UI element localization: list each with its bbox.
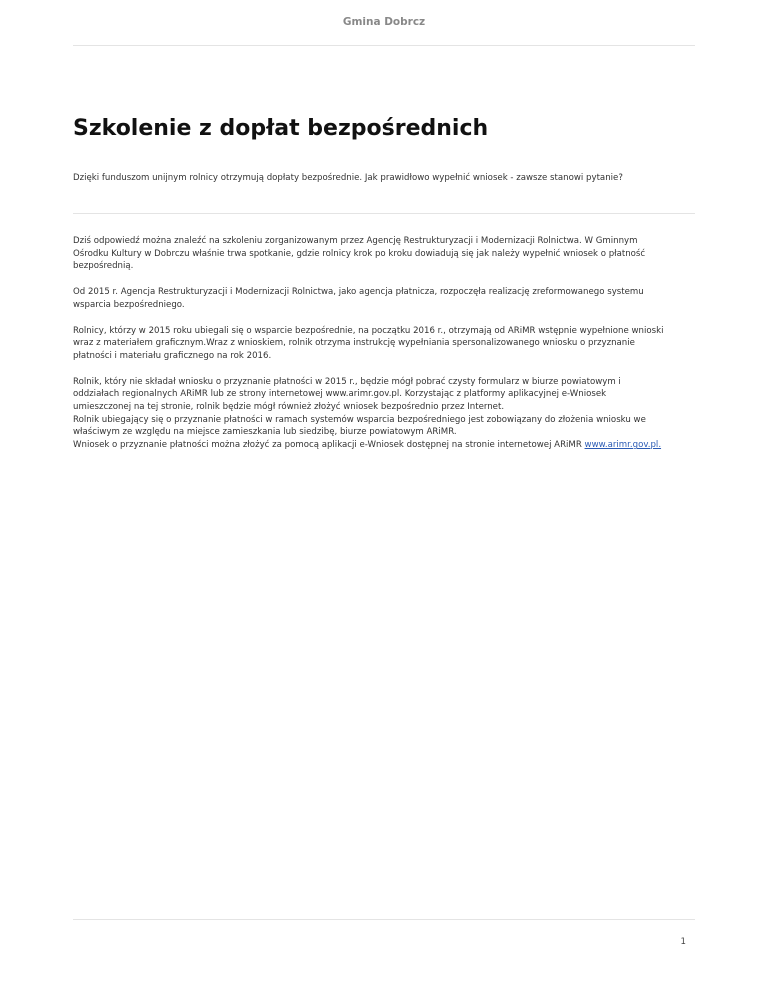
paragraph [73, 286, 698, 311]
text-line: bezpośrednią. [73, 261, 134, 272]
text-line: Rolnicy, którzy w 2015 roku ubiegali się o wsparcie bezpośrednie, na początku 2016 r., otrzymają od ARiMR wstępnie wypełnione wnioski [73, 325, 664, 336]
text-line: Dziś odpowiedź można znaleźć na szkoleniu zorganizowanym przez Agencję Restrukturyzacji i Modernizacji Rolnictwa. W Gminnym [73, 236, 638, 246]
site-name: Gmina Dobrcz [342, 16, 426, 28]
page-title: Szkolenie z dopłat bezpośrednich [73, 116, 489, 141]
text-line: Ośrodku Kultury w Dobrczu właśnie trwa spotkanie, gdzie rolnicy krok po kroku dowiadują się jak należy wypełnić wniosek o płatność [73, 248, 646, 259]
header-divider [73, 45, 695, 46]
footer-divider [73, 919, 695, 920]
paragraph [73, 325, 698, 363]
paragraph [73, 376, 698, 452]
text-line: umieszczonej na tej stronie, rolnik będzie mógł również złożyć wniosek bezpośrednio przez Internet. [73, 402, 505, 413]
text-line-with-link [73, 439, 698, 452]
article-body [73, 235, 698, 465]
text-line: wsparcia bezpośredniego. [73, 299, 185, 310]
lead-divider [73, 213, 695, 214]
text-line: Rolnik, który nie składał wniosku o przyznanie płatności w 2015 r., będzie mógł pobrać czysty formularz w biurze powiatowym i [73, 376, 621, 387]
page-number: 1 [680, 937, 686, 947]
text-line: płatności i materiału graficznego na rok 2016. [73, 350, 272, 361]
paragraph [73, 235, 698, 273]
text-line: wraz z materiałem graficznym.Wraz z wnioskiem, rolnik otrzyma instrukcję wypełniania spersonalizowanego wniosku o przyznanie [73, 338, 635, 349]
text-line: oddziałach regionalnych ARiMR lub ze strony internetowej www.arimr.gov.pl. Korzystając z platformy aplikacyjnej e-Wniosek [73, 389, 607, 400]
article-lead: Dzięki funduszom unijnym rolnicy otrzymują dopłaty bezpośrednie. Jak prawidłowo wypełnić wniosek - zawsze stanowi pytanie? [73, 173, 623, 183]
text-line-prefix: Wniosek o przyznanie płatności można złożyć za pomocą aplikacji e-Wniosek dostępnej na stronie internetowej ARiMR [73, 440, 585, 451]
text-line: Od 2015 r. Agencja Restrukturyzacji i Modernizacji Rolnictwa, jako agencja płatnicza, rozpoczęła realizację zreformowanego systemu [73, 287, 644, 298]
text-line: właściwym ze względu na miejsce zamieszkania lub siedzibę, biurze powiatowym ARiMR. [73, 427, 457, 438]
text-line: Rolnik ubiegający się o przyznanie płatności w ramach systemów wsparcia bezpośredniego jest zobowiązany do złożenia wniosku we [73, 414, 646, 425]
arimr-website-link[interactable]: www.arimr.gov.pl. [584, 440, 662, 451]
